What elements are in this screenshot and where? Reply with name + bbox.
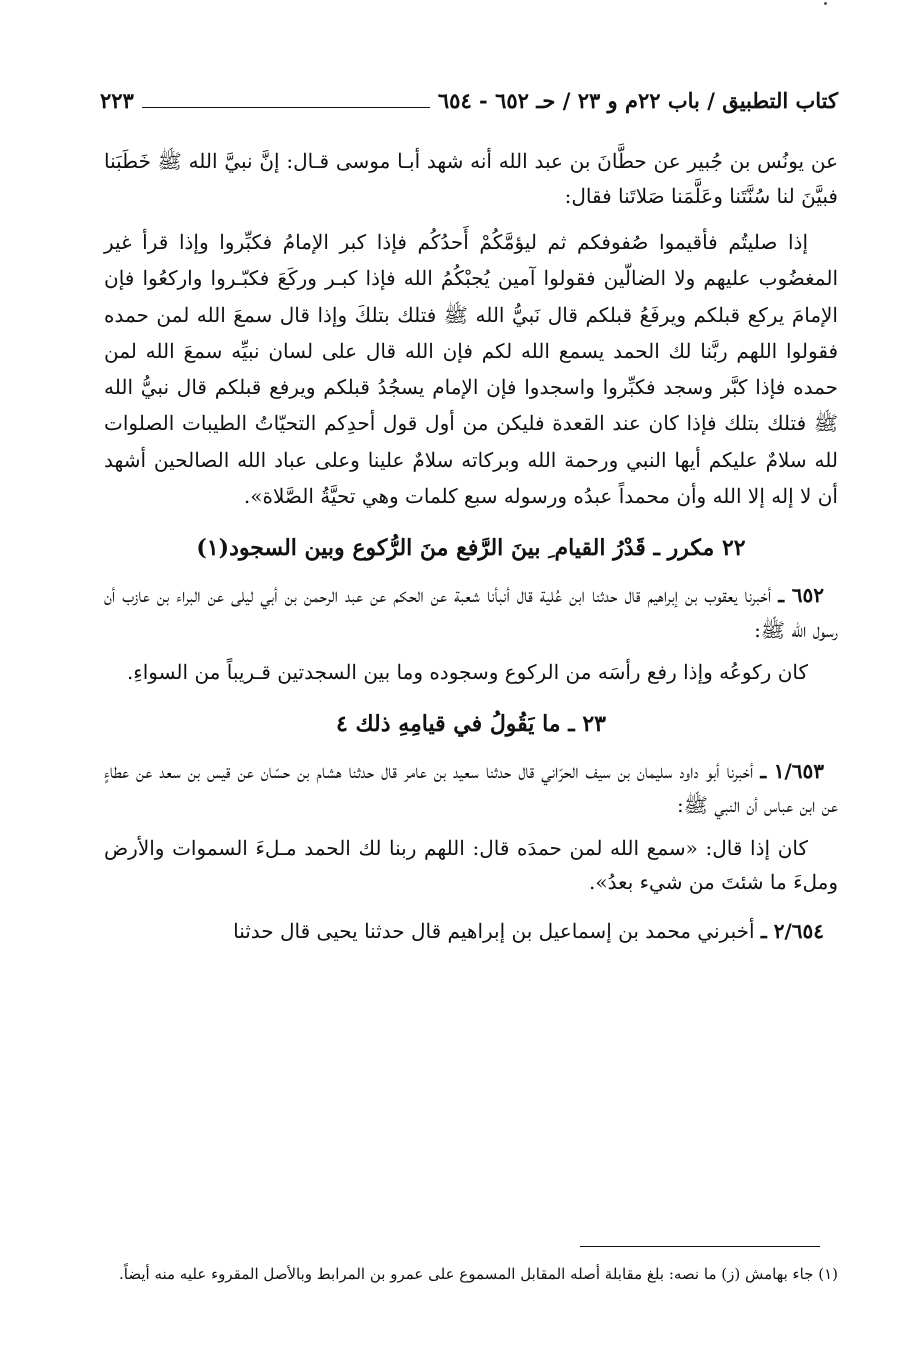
hadith-653-number: ١/٦٥٣ ـ bbox=[760, 758, 825, 783]
footnote-text: جاء بهامش (ز) ما نصه: بلغ مقابلة أصله المقابل المسموع على عمرو بن المرابط وبالأصل المقروء عليه منه أيضاً. bbox=[118, 1265, 814, 1283]
footnote-separator bbox=[580, 1246, 820, 1247]
section-23-heading: ٢٣ ـ ما يَقُولُ في قيامِهِ ذلك ٤ bbox=[336, 710, 606, 737]
main-text bbox=[104, 144, 838, 948]
header-rule bbox=[142, 93, 430, 108]
footnote-number: (١) bbox=[818, 1265, 838, 1283]
running-header bbox=[100, 84, 838, 116]
book-chapter-title: كتاب التطبيق / باب ٢٢م و ٢٣ / حـ ٦٥٢ - ٦٥٤ bbox=[437, 87, 838, 113]
hadith-652-number: ٦٥٢ ـ bbox=[778, 583, 825, 608]
hadith-654-number: ٢/٦٥٤ ـ bbox=[760, 918, 824, 943]
hadith-653-matn: كان إذا قال: «سمع الله لمن حمدَه قال: اللهم ربنا لك الحمد مـلءَ السموات والأرض وملءَ ما شئتَ من شيء بعدُ». bbox=[104, 835, 838, 895]
hadith-652-chain: أخبرنا يعقوب بن إبراهيم قال حدثنا ابن عُلية قال أنبأنا شعبة عن الحكم عن عبد الرحمن بن أبي ليلى عن البراء بن عازب أن رسول الله ﷺ: bbox=[104, 583, 838, 642]
footnote bbox=[104, 1262, 838, 1287]
section-22-heading: ٢٢ مكرر ـ قَدْرُ القيام ِ بينَ الرَّفع منَ الرُّكوع وبين السجود(١) bbox=[196, 535, 746, 562]
page-number: ٢٢٣ bbox=[100, 87, 134, 113]
hadith-653-isnad bbox=[104, 754, 838, 823]
hadith-652-matn: كان ركوعُه وإذا رفع رأسَه من الركوع وسجوده وما بين السجدتين قـريباً من السواءِ. bbox=[126, 660, 808, 685]
hadith-652-isnad bbox=[104, 578, 838, 647]
hadith-matn-paragraph: إذا صليتُم فأقيموا صُفوفكم ثم ليؤمَّكُمْ أَحدُكُم فإذا كبر الإمامُ فكبِّروا وإذا قرأ غير المغضُوب عليهم ولا الضالّين فقولوا آمين يُجبْكُمُ الله فإذا كبـر وركَعَ فكبّـروا واركعُوا فإن الإمامَ يركع قبلكم ويرفَعُ قبلكم قال نَبيُّ الله ﷺ فتلك بتلكَ وإذا قال سمعَ الله لمن حمده فقولوا اللهم ربَّنا لك الحمد يسمع الله لكم فإن الله قال على لسان نبيِّه سمعَ الله لمن حمده فإذا كبَّر وسجد فكبِّروا واسجدوا فإن الإمام يسجُدُ قبلكم ويرفع قبلكم قال نبيُّ الله ﷺ فتلك بتلك فإذا كان عند القعدة فليكن من أول قول أحدِكم التحيّاتُ الطيبات الصلوات لله سلامٌ عليكم أيها النبي ورحمة الله وبركاته سلامٌ علينا وعلى عباد الله الصالحين أشهد أن لا إله إلا الله وأن محمداً عبدُه ورسوله سبع كلمات وهي تحيَّةُ الصَّلاة». bbox=[104, 230, 839, 509]
intro-paragraph: عن يونُس بن جُبير عن حطَّانَ بن عبد الله أنه شهد أبـا موسى قـال: إنَّ نبيَّ الله ﷺ خَطَبَنا فبيَّنَ لنا سُنَّتَنا وعَلَّمَنا صَلاتَنا فقال: bbox=[104, 149, 838, 208]
hadith-654-chain: أخبرني محمد بن إسماعيل بن إبراهيم قال حدثنا يحيى قال حدثنا bbox=[233, 918, 755, 943]
scan-speck bbox=[824, 2, 827, 5]
hadith-654-isnad bbox=[104, 914, 838, 949]
hadith-653-chain: أخبرنا أبو داود سليمان بن سيف الحرّاني قال حدثنا سعيد بن عامر قال حدثنا هشام بن حسّان عن قيس بن سعد عن عطاءٍ عن ابن عباس أن النبي ﷺ: bbox=[104, 758, 838, 818]
